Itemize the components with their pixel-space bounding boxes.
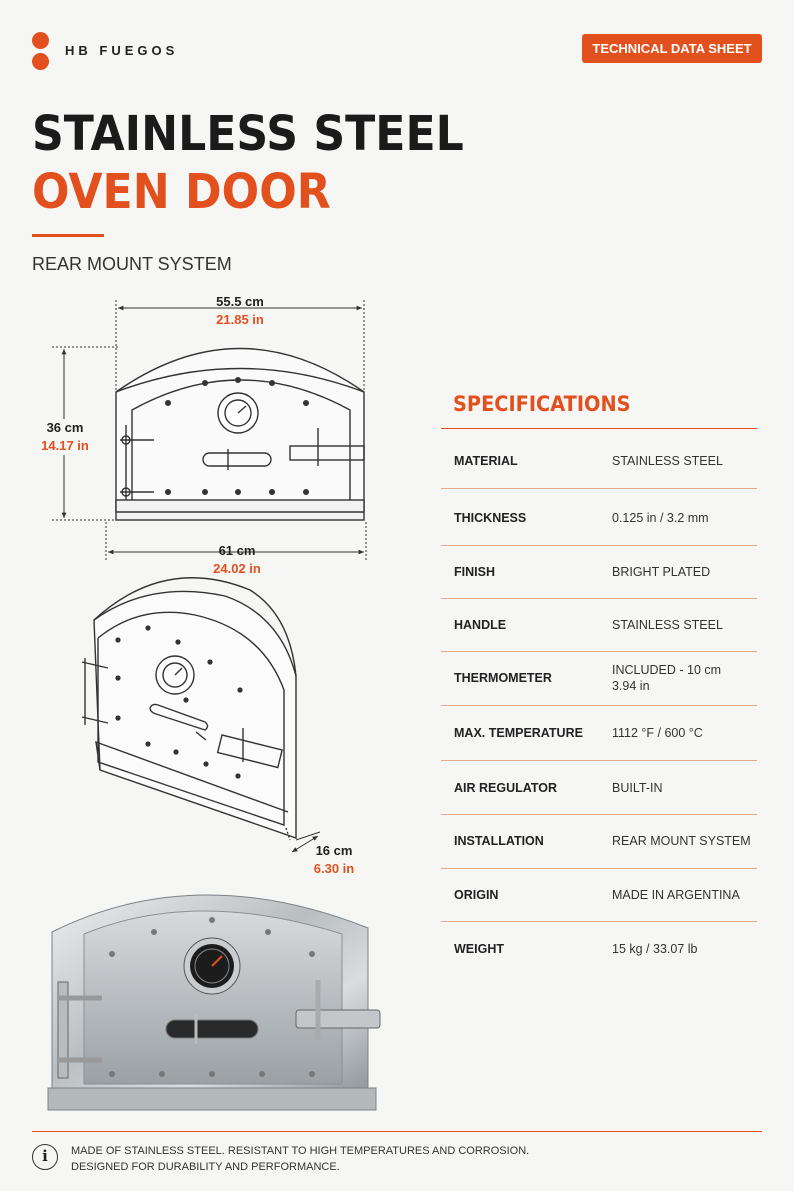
spec-label: HANDLE [454,618,507,632]
spec-value: STAINLESS STEEL [612,454,723,468]
depth-cm: 16 cm [315,843,353,858]
isometric-view-drawing [82,578,296,840]
info-icon: i [32,1144,58,1170]
spec-value: STAINLESS STEEL [612,618,723,632]
spec-row-material [441,429,757,489]
base-width-dimension [187,542,287,578]
spec-label: AIR REGULATOR [454,781,558,795]
spec-label: MATERIAL [454,454,518,468]
spec-label: ORIGIN [454,888,499,902]
spec-value-secondary: 3.94 in [612,679,650,693]
footer-note-line-2: DESIGNED FOR DURABILITY AND PERFORMANCE. [71,1161,340,1173]
spec-row-thickness [441,489,757,546]
spec-row-origin [441,869,757,922]
spec-label: MAX. TEMPERATURE [454,726,583,740]
spec-value: MADE IN ARGENTINA [612,888,740,902]
height-dimension [22,419,108,455]
spec-row-handle [441,599,757,652]
top-width-in: 21.85 in [216,312,264,327]
spec-value: 15 kg / 33.07 lb [612,942,698,956]
spec-value: BRIGHT PLATED [612,565,711,579]
page-title-line-2: OVEN DOOR [32,164,331,220]
spec-label: FINISH [454,565,495,579]
base-width-cm: 61 cm [218,543,256,558]
spec-label: THICKNESS [454,511,527,525]
specifications-heading: SPECIFICATIONS [453,392,631,416]
spec-row-finish [441,546,757,599]
product-photo [46,870,386,1112]
height-cm: 36 cm [46,420,84,435]
spec-row-thermometer [441,652,757,706]
page-title-line-1: STAINLESS STEEL [32,106,464,162]
spec-row-installation [441,815,757,869]
brand-name: HB FUEGOS [65,43,179,58]
spec-value: REAR MOUNT SYSTEM [612,834,751,848]
depth-in: 6.30 in [313,861,355,876]
spec-label: WEIGHT [454,942,504,956]
spec-label: INSTALLATION [454,834,544,848]
top-width-dimension [190,293,290,329]
spec-value: 0.125 in / 3.2 mm [612,511,709,525]
spec-value: BUILT-IN [612,781,663,795]
front-view-drawing [116,349,364,521]
footer-note [71,1143,529,1175]
height-in: 14.17 in [41,438,89,453]
page-subtitle: REAR MOUNT SYSTEM [32,254,232,274]
top-width-cm: 55.5 cm [216,294,264,309]
spec-value: 1112 °F / 600 °C [612,726,703,740]
spec-row-max-temperature [441,706,757,761]
spec-row-air-regulator [441,761,757,815]
base-width-in: 24.02 in [213,561,261,576]
technical-data-sheet-badge: TECHNICAL DATA SHEET [582,34,762,63]
footer-divider [32,1131,762,1132]
spec-value: INCLUDED - 10 cm [612,663,722,677]
spec-label: THERMOMETER [454,671,552,685]
spec-row-weight [441,922,757,976]
footer-note-line-1: MADE OF STAINLESS STEEL. RESISTANT TO HIGH TEMPERATURES AND CORROSION. [71,1145,530,1157]
